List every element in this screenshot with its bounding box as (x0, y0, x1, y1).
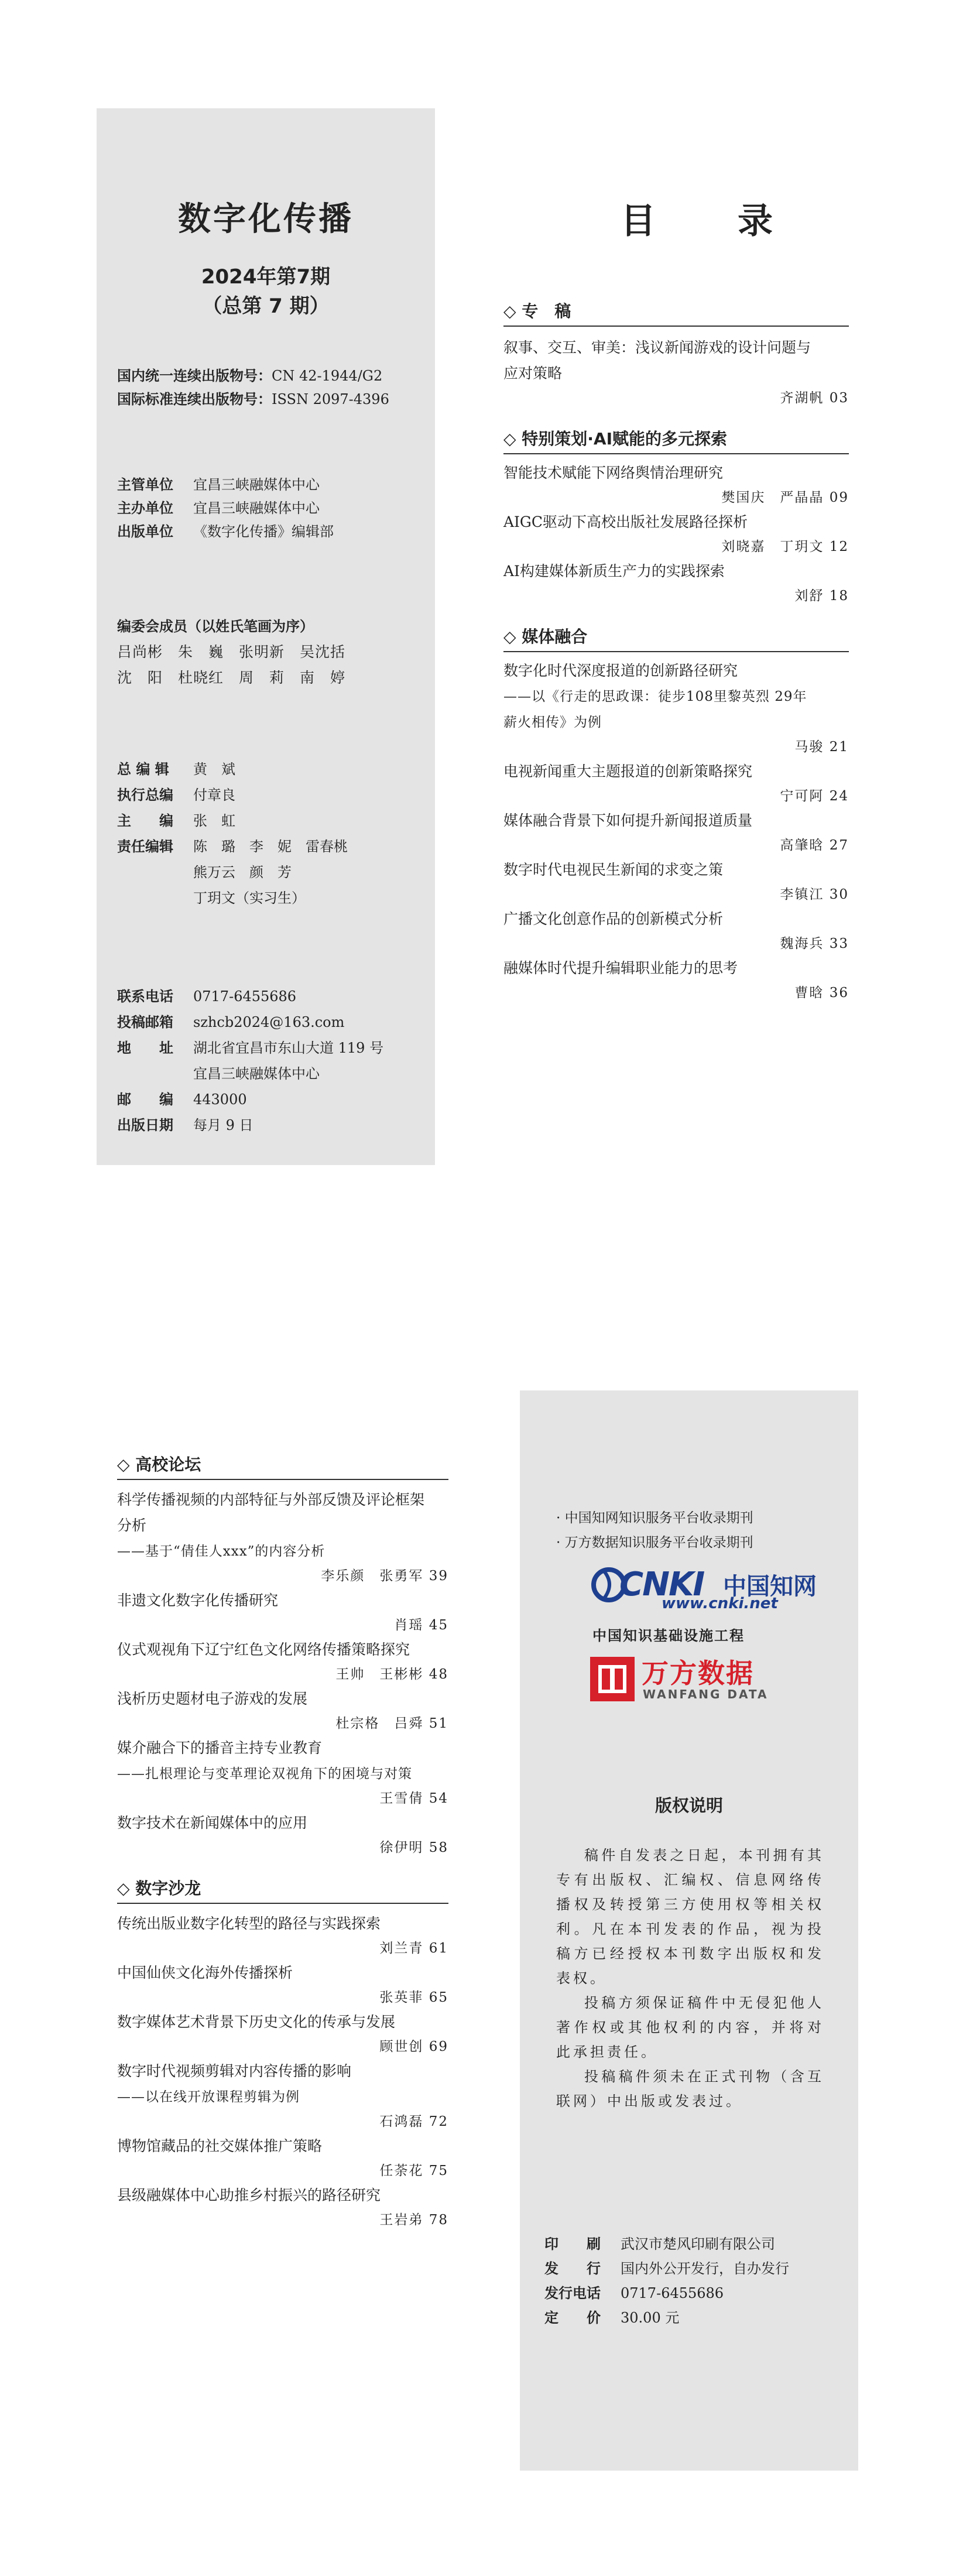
publisher-units (117, 473, 334, 543)
toc-article-author: 杜宗格 吕舜 51 (335, 1716, 448, 1731)
print-value: 30.00 元 (621, 2310, 680, 2326)
toc-article-title[interactable]: 媒体融合背景下如何提升新闻报道质量 (503, 812, 753, 829)
editor-value: 张 虹 (193, 813, 235, 829)
editor-row (117, 782, 348, 808)
cnki-arc-icon (604, 1571, 609, 1598)
editor-label: 执行总编 (117, 787, 173, 803)
editorial-board (117, 614, 345, 691)
cnki-chinese-name: 中国知网 (723, 1573, 817, 1600)
magazine-title: 数字化传播 (178, 200, 354, 238)
toc-article-author: 宁可阿 24 (780, 789, 849, 804)
index-wanfang-line: · 万方数据知识服务平台收录期刊 (556, 1535, 753, 1550)
toc-article-title[interactable]: 电视新闻重大主题报道的创新策略探究 (503, 763, 753, 780)
board-members-row: 沈 阳 杜晓红 周 莉 南 婷 (117, 669, 346, 686)
toc-article-title[interactable]: 博物馆藏品的社交媒体推广策略 (117, 2137, 323, 2154)
toc-article-author: 曹晗 36 (794, 985, 849, 1001)
publication-numbers (117, 364, 389, 411)
toc-article-author: 李乐颜 张勇军 39 (321, 1568, 448, 1584)
toc-article-title[interactable]: 科学传播视频的内部特征与外部反馈及评论框架 (117, 1491, 425, 1508)
unit-row (117, 496, 334, 520)
contact-row (117, 1009, 383, 1035)
print-row (544, 2232, 789, 2256)
board-members-row: 吕尚彬 朱 巍 张明新 吴沈括 (117, 643, 346, 660)
index-cnki-line: · 中国知网知识服务平台收录期刊 (556, 1510, 753, 1526)
editor-label: 责任编辑 (117, 838, 173, 855)
contact-row (117, 1061, 383, 1087)
toc-article-author: 马骏 21 (794, 739, 849, 755)
cn-label: 国内统一连续出版物号： (117, 368, 272, 384)
issn-label: 国际标准连续出版物号： (117, 391, 272, 407)
toc-section-header: ◇ 专 稿 (503, 299, 849, 327)
print-value: 国内外公开发行，自办发行 (621, 2260, 789, 2277)
editor-label: 主 编 (117, 813, 173, 829)
editor-row (117, 756, 348, 782)
toc-column-left (117, 1452, 448, 2232)
address-value: 湖北省宜昌市东山大道 119 号 (193, 1040, 384, 1056)
copyright-paragraph: 稿件自发表之日起，本刊拥有其专有出版权、汇编权、信息网络传播权及转授第三方使用权等相关权利。凡在本刊发表的作品，视为投稿方已经授权本刊数字出版权和发表权。 (556, 1847, 824, 1986)
toc-article-subtitle: ——以在线开放课程剪辑为例 (117, 2089, 300, 2105)
toc-article-title[interactable]: 浅析历史题材电子游戏的发展 (117, 1690, 308, 1707)
toc-article-title[interactable]: 数字技术在新闻媒体中的应用 (117, 1814, 308, 1831)
toc-article-title[interactable]: 非遗文化数字化传播研究 (117, 1592, 279, 1609)
unit-value: 宜昌三峡融媒体中心 (193, 500, 320, 516)
toc-article-title[interactable]: 分析 (117, 1517, 147, 1534)
toc-article-title[interactable]: 媒介融合下的播音主持专业教育 (117, 1739, 323, 1756)
toc-article-subtitle: ——以《行走的思政课：徒步108里黎英烈 29年 (503, 689, 807, 704)
toc-article-title[interactable]: 数字时代电视民生新闻的求变之策 (503, 861, 724, 878)
contact-label: 邮 编 (117, 1091, 173, 1108)
contact-label: 投稿邮箱 (117, 1014, 173, 1030)
editor-value: 陈 璐 李 妮 雷春桃 (193, 838, 348, 855)
contact-info (117, 984, 383, 1138)
printing-info (544, 2232, 789, 2330)
unit-row (117, 520, 334, 543)
phone-value: 0717-6455686 (193, 988, 297, 1005)
cnki-wordmark: CNKI (619, 1566, 704, 1604)
unit-label: 出版单位 (117, 523, 173, 540)
print-value: 0717-6455686 (621, 2285, 724, 2301)
toc-article-author: 齐湖帆 03 (780, 390, 849, 406)
toc-article-author: 石鸿磊 72 (379, 2114, 448, 2129)
copyright-title: 版权说明 (655, 1796, 723, 1815)
toc-article-title[interactable]: AIGC驱动下高校出版社发展路径探析 (503, 513, 748, 530)
toc-article-subtitle: ——基于“倩佳人xxx”的内容分析 (117, 1544, 325, 1559)
issn-value: ISSN 2097-4396 (272, 391, 389, 407)
contact-row (117, 984, 383, 1009)
copyright-paragraph: 投稿稿件须未在正式刊物（含互联网）中出版或发表过。 (556, 2068, 824, 2109)
print-row (544, 2281, 789, 2306)
toc-article-author: 王帅 王彬彬 48 (335, 1667, 448, 1682)
toc-article-author: 王岩弟 78 (379, 2212, 448, 2228)
toc-article-author: 刘舒 18 (794, 588, 849, 604)
toc-article-title[interactable]: 应对策略 (503, 365, 563, 382)
contact-row (117, 1087, 383, 1112)
toc-article-author: 樊国庆 严晶晶 09 (721, 490, 849, 505)
toc-article-author: 肖瑶 45 (394, 1618, 448, 1633)
cnki-subtitle: 中国知识基础设施工程 (592, 1628, 745, 1644)
contact-label: 联系电话 (117, 988, 173, 1005)
editor-value: 付章良 (193, 787, 235, 803)
toc-article-subtitle: 薪火相传》为例 (503, 715, 602, 730)
toc-article-author: 王雪倩 54 (379, 1791, 448, 1806)
toc-article-author: 李镇江 30 (780, 887, 849, 902)
copyright-body (556, 1843, 824, 2113)
address-value: 宜昌三峡融媒体中心 (193, 1066, 320, 1082)
editors-list (117, 756, 348, 911)
editor-value: 丁玥文（实习生） (193, 890, 306, 906)
toc-section-header: ◇ 媒体融合 (503, 624, 849, 652)
unit-value: 《数字化传播》编辑部 (193, 523, 334, 540)
toc-article-author: 张英菲 65 (379, 1990, 448, 2005)
publish-date-value: 每月 9 日 (193, 1117, 253, 1133)
wanfang-logo-icon (590, 1657, 635, 1701)
cnki-url: www.cnki.net (662, 1595, 778, 1612)
contact-label: 出版日期 (117, 1117, 173, 1133)
toc-article-title[interactable]: 数字媒体艺术背景下历史文化的传承与发展 (117, 2013, 396, 2030)
print-label: 发行电话 (544, 2285, 601, 2301)
cn-number-row (117, 364, 389, 388)
toc-section-header: ◇ 高校论坛 (117, 1452, 448, 1480)
toc-article-author: 魏海兵 33 (780, 936, 849, 951)
toc-article-author: 徐伊明 58 (379, 1840, 448, 1855)
print-row (544, 2256, 789, 2281)
cnki-logo (591, 1564, 831, 1623)
toc-article-author: 顾世创 69 (379, 2039, 448, 2054)
editor-row (117, 808, 348, 834)
copyright-paragraph: 投稿方须保证稿件中无侵犯他人著作权或其他权利的内容，并将对此承担责任。 (556, 1995, 824, 2060)
issue-number: 2024年第7期 (201, 265, 331, 289)
toc-article-title[interactable]: 传统出版业数字化转型的路径与实践探索 (117, 1915, 381, 1932)
print-row (544, 2306, 789, 2330)
print-value: 武汉市楚风印刷有限公司 (621, 2236, 775, 2252)
toc-article-subtitle: ——扎根理论与变革理论双视角下的困境与对策 (117, 1766, 412, 1782)
unit-row (117, 473, 334, 496)
contact-label: 地 址 (117, 1040, 173, 1056)
editor-value: 黄 斌 (193, 761, 235, 777)
toc-heading: 目 录 (621, 201, 796, 242)
total-issue-number: （总第 7 期） (202, 294, 330, 318)
contact-row (117, 1035, 383, 1061)
toc-article-title[interactable]: 叙事、交互、审美：浅议新闻游戏的设计问题与 (503, 339, 811, 356)
wanfang-wordmark: 万方数据 (642, 1657, 754, 1689)
editor-row (117, 834, 348, 859)
wanfang-english: WANFANG DATA (643, 1687, 769, 1701)
editor-row (117, 859, 348, 885)
issn-number-row (117, 388, 389, 411)
unit-label: 主办单位 (117, 500, 173, 516)
cn-value: CN 42-1944/G2 (272, 368, 383, 384)
toc-article-title[interactable]: 融媒体时代提升编辑职业能力的思考 (503, 960, 738, 977)
toc-section-header: ◇ 数字沙龙 (117, 1876, 448, 1904)
unit-label: 主管单位 (117, 477, 173, 493)
editor-label: 总 编 辑 (117, 761, 169, 777)
unit-value: 宜昌三峡融媒体中心 (193, 477, 320, 493)
print-label: 印 刷 (544, 2236, 601, 2252)
toc-article-author: 刘兰青 61 (379, 1941, 448, 1956)
board-label: 编委会成员（以姓氏笔画为序） (117, 618, 314, 635)
toc-article-title[interactable]: 中国仙侠文化海外传播探析 (117, 1964, 293, 1981)
toc-article-author: 高肇晗 27 (780, 838, 849, 853)
postcode-value: 443000 (193, 1091, 247, 1108)
print-label: 定 价 (544, 2310, 601, 2326)
toc-article-title[interactable]: 广播文化创意作品的创新模式分析 (503, 910, 724, 927)
indexing-list (556, 1506, 753, 1555)
editor-row (117, 885, 348, 911)
toc-section-header: ◇ 特别策划·AI赋能的多元探索 (503, 426, 849, 454)
toc-article-title[interactable]: 数字化时代深度报道的创新路径研究 (503, 662, 738, 679)
toc-article-author: 任荼花 75 (379, 2163, 448, 2178)
toc-article-title[interactable]: AI构建媒体新质生产力的实践探索 (503, 563, 725, 580)
toc-article-title[interactable]: 智能技术赋能下网络舆情治理研究 (503, 464, 724, 481)
wanfang-logo-bar (610, 1665, 615, 1693)
toc-article-title[interactable]: 仪式观视角下辽宁红色文化网络传播策略探究 (117, 1641, 410, 1658)
editor-value: 熊万云 颜 芳 (193, 864, 292, 881)
contact-row (117, 1112, 383, 1138)
print-label: 发 行 (544, 2260, 601, 2277)
toc-article-author: 刘晓嘉 丁玥文 12 (721, 539, 849, 554)
toc-article-title[interactable]: 数字时代视频剪辑对内容传播的影响 (117, 2063, 352, 2080)
email-link[interactable]: szhcb2024@163.com (193, 1014, 345, 1030)
toc-column-right (503, 299, 849, 1005)
toc-article-title[interactable]: 县级融媒体中心助推乡村振兴的路径研究 (117, 2187, 381, 2204)
